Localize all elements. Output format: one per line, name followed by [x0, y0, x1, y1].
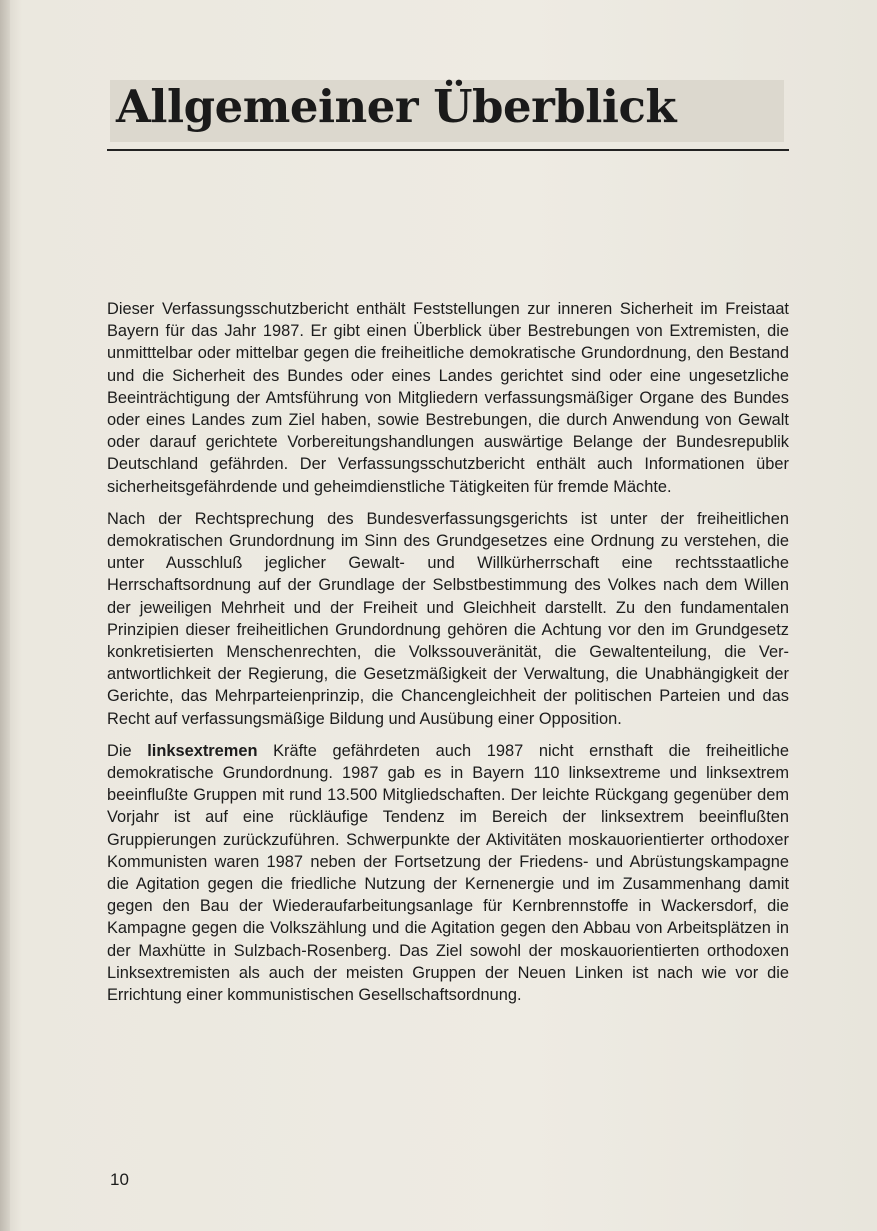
page-number: 10: [110, 1170, 129, 1189]
paragraph-body: Kräfte gefährdeten auch 1987 nicht ernsthaft die freiheitliche demokratische Grundordnung. 1987 gab es in Bayern 110 linksextreme und linksextrem beeinflußte Gruppen mit rund 13.500 Mitgliedschaften. Der leichte Rückgang gegenüber dem Vorjahr ist auf eine rückläufige Tendenz im Bereich der linksextrem beeinflußten Gruppierungen zurückzuführen. Schwerpunkte der Aktivitäten moskauorientierter orthodoxer Kommunisten waren 1987 neben der Fortsetzung der Friedens- und Abrüstungskampagne die Agitation gegen die friedliche Nutzung der Kernenergie und im Zusammenhang damit gegen den Bau der Wiederaufarbeitungsanlage für Kernbrennstoffe in Wackersdorf, die Kampagne gegen die Volkszählung und die Agitation gegen den Abbau von Arbeitsplätzen in der Maxhütte in Sulzbach-Rosenberg. Das Ziel sowohl der moskauorientierten orthodoxen Linksextremisten als auch der meisten Gruppen der Neuen Linken ist nach wie vor die Errichtung einer kommunistischen Gesellschaftsordnung.: [107, 741, 789, 1005]
paragraph-intro: Dieser Verfassungsschutzbericht enthält Feststellungen zur inneren Sicherheit im Freistaat Bayern für das Jahr 1987. Er gibt einen Überblick über Bestrebungen von Extremisten, die unmitttelbar oder mittelbar gegen die freiheitliche demokratische Grundordnung, den Bestand und die Sicherheit des Bundes oder eines Landes gerichtet sind oder eine ungesetzliche Beeinträchtigung der Amtsführung von Mitgliedern verfassungsmäßiger Organe des Bundes oder eines Landes zum Ziel haben, sowie Bestrebungen, die durch Anwendung von Gewalt oder darauf gerichtete Vorbereitungshandlungen auswärtige Belange der Bundesrepublik Deutschland gefährden. Der Verfassungsschutzbericht enthält auch Informationen über sicherheitsgefährdende und geheimdienstliche Tätigkeiten für fremde Mächte.: [107, 300, 789, 496]
page-binding-edge: [0, 0, 10, 1231]
paragraph-left-extremism: [107, 740, 789, 1006]
paragraph-definition: Nach der Rechtsprechung des Bundesverfassungsgerichts ist unter der freiheitlichen demokratischen Grundordnung im Sinn des Grundgesetzes eine Ordnung zu verstehen, die unter Ausschluß jeglicher Gewalt- und Willkürherrschaft eine rechtsstaatliche Herrschaftsordnung auf der Grundlage der Selbstbestimmung des Volkes nach dem Willen der jeweiligen Mehrheit und der Freiheit und Gleichheit darstellt. Zu den fundamentalen Prinzipien dieser freiheitlichen Grundordnung gehören die Achtung vor den im Grundgesetz konkretisierten Menschenrechten, die Volkssouveränität, die Gewaltenteilung, die Verantwortlichkeit der Regierung, die Gesetzmäßigkeit der Verwaltung, die Unabhängigkeit der Gerichte, das Mehrparteienprinzip, die Chancengleichheit der politischen Parteien und das Recht auf verfassungsmäßige Bildung und Ausübung einer Opposition.: [107, 509, 789, 728]
emphasis-linksextremen: linksextremen: [147, 741, 258, 760]
title-underline-rule: [107, 149, 789, 151]
page-title: Allgemeiner Überblick: [116, 80, 677, 133]
paragraph-lead: Die: [107, 741, 148, 760]
body-text: [107, 298, 789, 1016]
